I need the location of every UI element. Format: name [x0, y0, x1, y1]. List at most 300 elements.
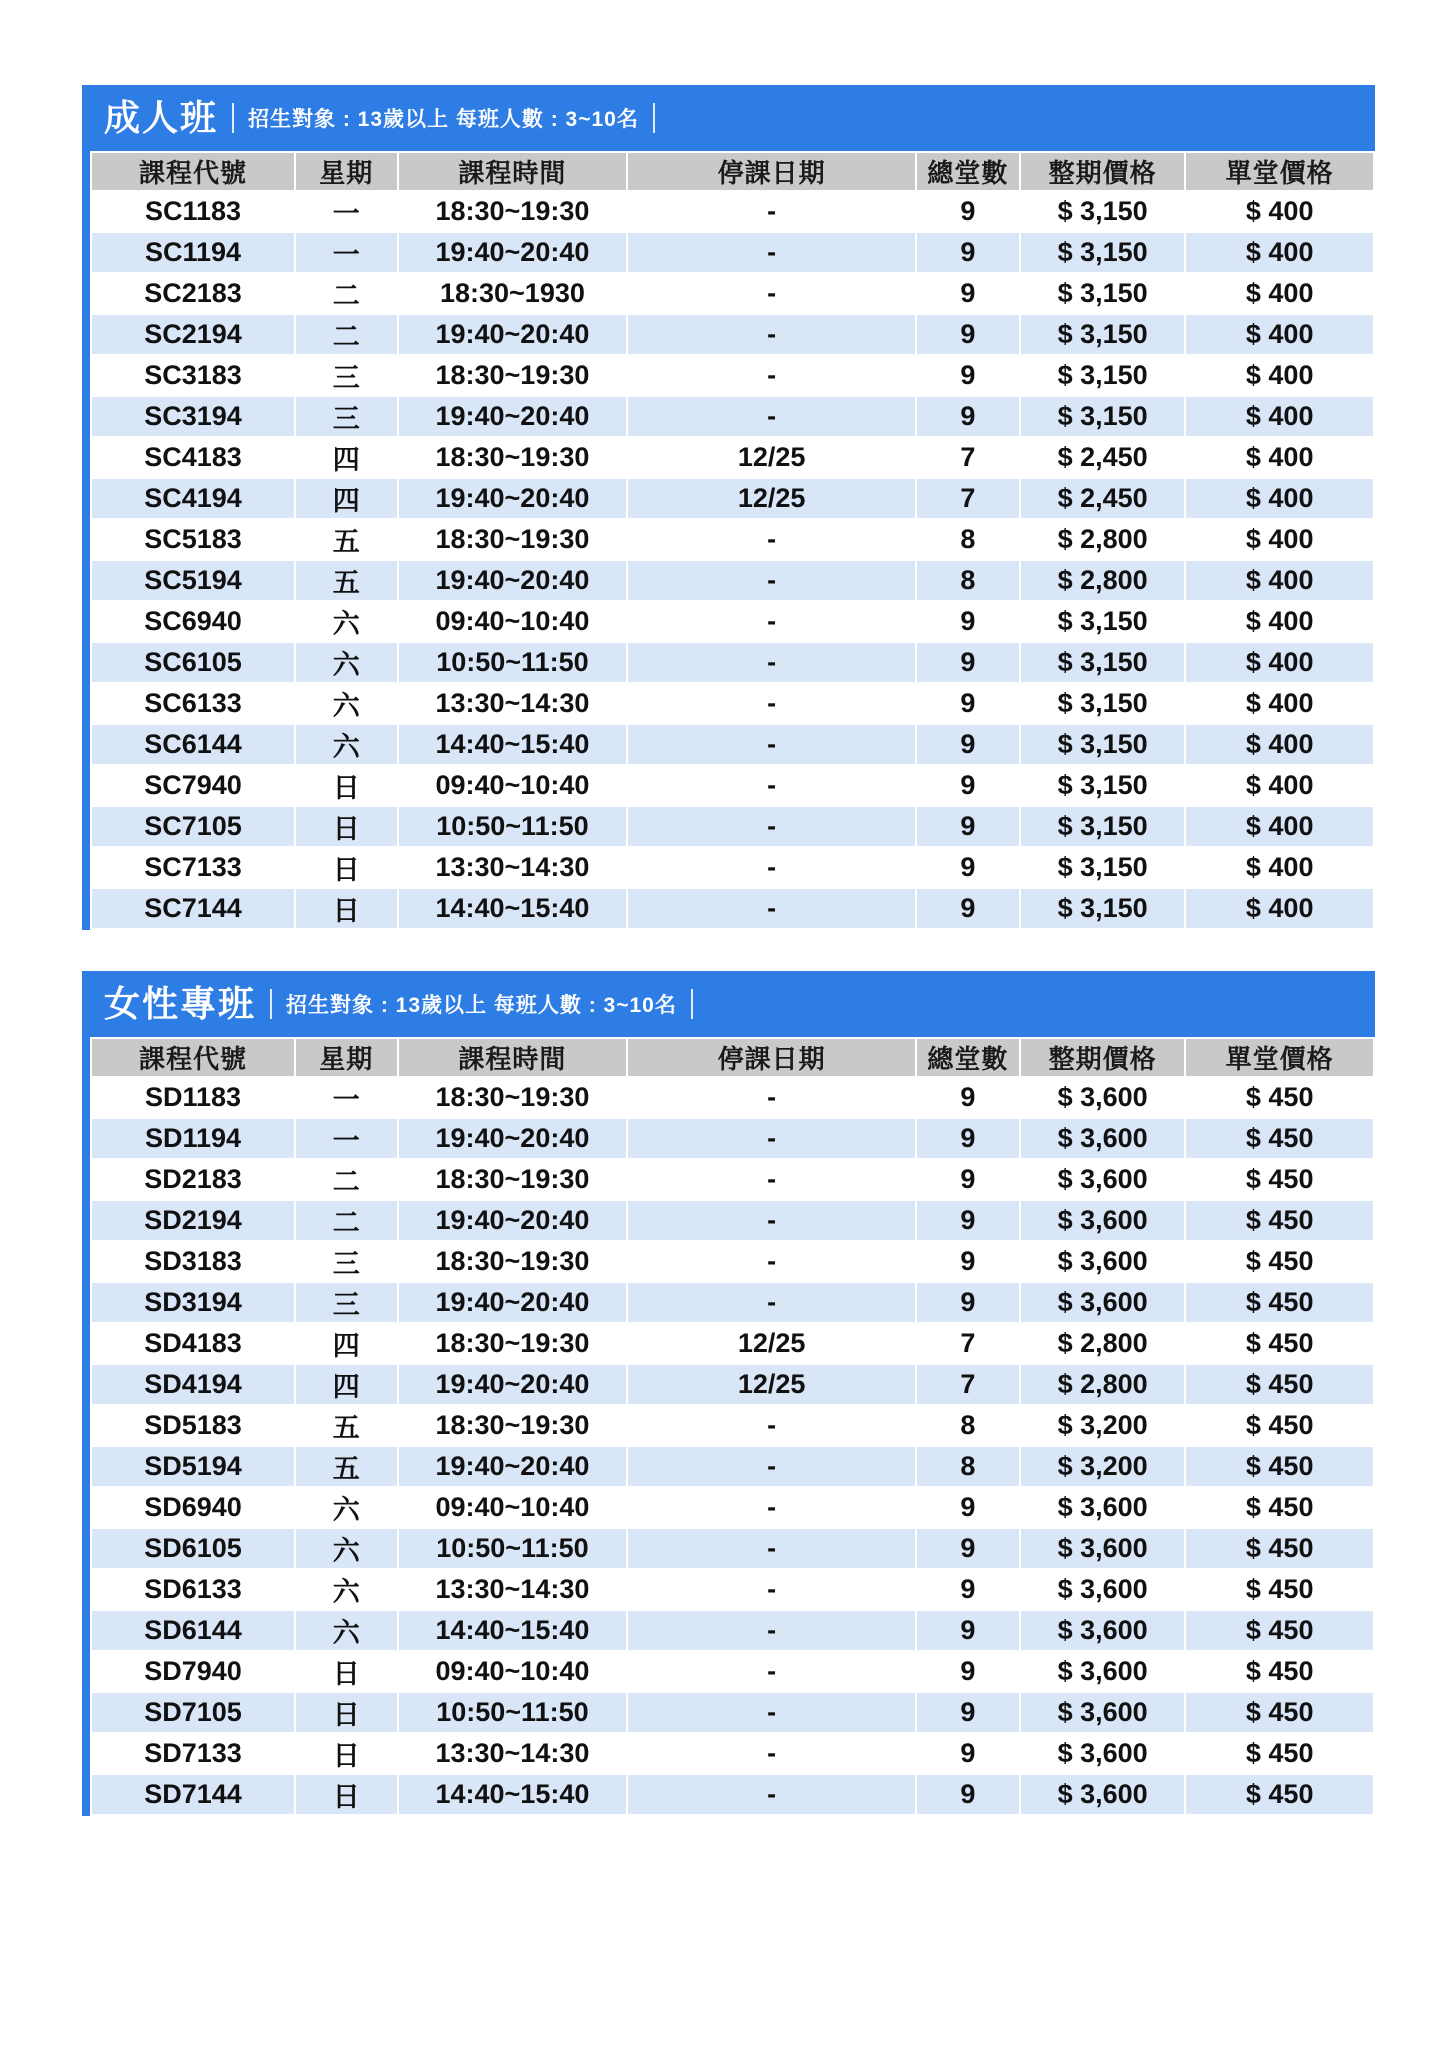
schedule-table-wrap [82, 1037, 1375, 1816]
table-cell: 9 [916, 1569, 1020, 1610]
table-cell: 9 [916, 1241, 1020, 1282]
table-cell: $ 450 [1185, 1610, 1374, 1651]
table-cell: $ 450 [1185, 1774, 1374, 1815]
table-row [91, 1569, 1374, 1610]
table-row [91, 519, 1374, 560]
table-cell: $ 400 [1185, 478, 1374, 519]
table-cell: $ 3,150 [1020, 355, 1186, 396]
table-cell: $ 400 [1185, 314, 1374, 355]
table-cell: SD1183 [91, 1077, 295, 1118]
table-cell: 日 [295, 1733, 398, 1774]
table-cell: $ 3,600 [1020, 1159, 1186, 1200]
table-cell: SC6133 [91, 683, 295, 724]
table-cell: 8 [916, 519, 1020, 560]
table-cell: $ 3,150 [1020, 191, 1186, 232]
table-cell: - [627, 1159, 916, 1200]
table-cell: 18:30~19:30 [398, 437, 628, 478]
table-cell: $ 3,600 [1020, 1282, 1186, 1323]
table-cell: $ 3,600 [1020, 1487, 1186, 1528]
table-cell: 9 [916, 1200, 1020, 1241]
table-cell: $ 450 [1185, 1200, 1374, 1241]
table-cell: 09:40~10:40 [398, 1651, 628, 1692]
table-cell: 9 [916, 1487, 1020, 1528]
column-header: 課程代號 [91, 152, 295, 191]
table-cell: 一 [295, 191, 398, 232]
column-header: 星期 [295, 152, 398, 191]
table-cell: $ 3,150 [1020, 847, 1186, 888]
table-cell: SC7133 [91, 847, 295, 888]
table-cell: 9 [916, 355, 1020, 396]
table-cell: 19:40~20:40 [398, 232, 628, 273]
table-cell: 二 [295, 1159, 398, 1200]
table-cell: $ 3,600 [1020, 1692, 1186, 1733]
table-cell: 13:30~14:30 [398, 1733, 628, 1774]
table-cell: 12/25 [627, 1323, 916, 1364]
table-cell: SD3194 [91, 1282, 295, 1323]
column-header: 總堂數 [916, 152, 1020, 191]
table-cell: SD3183 [91, 1241, 295, 1282]
table-cell: $ 400 [1185, 683, 1374, 724]
table-cell: $ 450 [1185, 1692, 1374, 1733]
table-cell: 9 [916, 765, 1020, 806]
table-cell: 7 [916, 1323, 1020, 1364]
table-cell: 六 [295, 724, 398, 765]
table-cell: 9 [916, 806, 1020, 847]
table-cell: - [627, 765, 916, 806]
table-cell: $ 3,600 [1020, 1569, 1186, 1610]
table-cell: $ 3,150 [1020, 765, 1186, 806]
table-cell: - [627, 1733, 916, 1774]
separator-bar [653, 103, 655, 133]
table-cell: 12/25 [627, 1364, 916, 1405]
table-row [91, 724, 1374, 765]
table-cell: $ 400 [1185, 232, 1374, 273]
table-cell: 18:30~19:30 [398, 1241, 628, 1282]
table-cell: 7 [916, 437, 1020, 478]
table-cell: $ 450 [1185, 1159, 1374, 1200]
table-cell: $ 3,600 [1020, 1774, 1186, 1815]
table-cell: $ 450 [1185, 1569, 1374, 1610]
table-row [91, 1159, 1374, 1200]
table-row [91, 1733, 1374, 1774]
table-cell: 四 [295, 437, 398, 478]
column-header: 課程時間 [398, 1038, 628, 1077]
table-cell: 五 [295, 1405, 398, 1446]
table-cell: - [627, 1569, 916, 1610]
table-cell: 9 [916, 683, 1020, 724]
table-row [91, 1241, 1374, 1282]
table-cell: 9 [916, 1159, 1020, 1200]
table-cell: 五 [295, 560, 398, 601]
table-cell: 一 [295, 1118, 398, 1159]
table-cell: SD7133 [91, 1733, 295, 1774]
table-cell: 二 [295, 1200, 398, 1241]
table-cell: - [627, 355, 916, 396]
table-cell: 日 [295, 806, 398, 847]
table-cell: 13:30~14:30 [398, 847, 628, 888]
table-cell: 9 [916, 642, 1020, 683]
table-cell: 一 [295, 1077, 398, 1118]
table-cell: $ 3,600 [1020, 1528, 1186, 1569]
table-cell: $ 400 [1185, 724, 1374, 765]
table-cell: - [627, 642, 916, 683]
table-cell: 三 [295, 355, 398, 396]
table-cell: 9 [916, 1077, 1020, 1118]
table-cell: $ 3,600 [1020, 1077, 1186, 1118]
table-cell: 09:40~10:40 [398, 1487, 628, 1528]
table-cell: 9 [916, 314, 1020, 355]
table-cell: 六 [295, 601, 398, 642]
table-cell: - [627, 1774, 916, 1815]
table-cell: 日 [295, 1774, 398, 1815]
column-header: 單堂價格 [1185, 152, 1374, 191]
table-cell: 13:30~14:30 [398, 1569, 628, 1610]
table-cell: 三 [295, 1241, 398, 1282]
table-cell: 9 [916, 1651, 1020, 1692]
table-row [91, 765, 1374, 806]
table-cell: $ 3,150 [1020, 683, 1186, 724]
table-cell: - [627, 847, 916, 888]
section-title-bar [82, 85, 1375, 151]
table-cell: $ 450 [1185, 1077, 1374, 1118]
table-row [91, 1200, 1374, 1241]
table-cell: - [627, 1200, 916, 1241]
table-row [91, 478, 1374, 519]
table-cell: $ 400 [1185, 888, 1374, 929]
table-cell: $ 3,150 [1020, 396, 1186, 437]
table-cell: $ 3,600 [1020, 1118, 1186, 1159]
separator-bar [691, 989, 693, 1019]
table-cell: SC1183 [91, 191, 295, 232]
table-cell: $ 450 [1185, 1487, 1374, 1528]
table-cell: 13:30~14:30 [398, 683, 628, 724]
table-cell: 六 [295, 683, 398, 724]
table-cell: $ 3,150 [1020, 232, 1186, 273]
table-cell: 四 [295, 1364, 398, 1405]
table-cell: $ 3,600 [1020, 1610, 1186, 1651]
table-row [91, 273, 1374, 314]
table-cell: SD7940 [91, 1651, 295, 1692]
table-cell: $ 2,450 [1020, 437, 1186, 478]
table-cell: 六 [295, 1610, 398, 1651]
table-cell: $ 450 [1185, 1323, 1374, 1364]
table-cell: SC5183 [91, 519, 295, 560]
table-row [91, 1446, 1374, 1487]
table-cell: 六 [295, 1528, 398, 1569]
table-cell: - [627, 1610, 916, 1651]
column-header: 課程時間 [398, 152, 628, 191]
table-cell: $ 400 [1185, 191, 1374, 232]
table-cell: 三 [295, 1282, 398, 1323]
table-cell: SD6133 [91, 1569, 295, 1610]
section-subtitle: 招生對象 : 13歲以上 每班人數 : 3~10名 [286, 994, 677, 1017]
table-row [91, 1323, 1374, 1364]
table-cell: 19:40~20:40 [398, 1200, 628, 1241]
table-cell: - [627, 1692, 916, 1733]
table-cell: SD7144 [91, 1774, 295, 1815]
table-cell: SD4194 [91, 1364, 295, 1405]
table-cell: $ 400 [1185, 765, 1374, 806]
table-cell: SD2194 [91, 1200, 295, 1241]
section-title: 女性專班 [104, 983, 257, 1024]
table-row [91, 437, 1374, 478]
table-cell: - [627, 1241, 916, 1282]
table-cell: 9 [916, 1610, 1020, 1651]
table-cell: 9 [916, 1118, 1020, 1159]
table-cell: 六 [295, 1487, 398, 1528]
adult-schedule-table [90, 151, 1375, 930]
table-cell: $ 400 [1185, 642, 1374, 683]
table-row [91, 601, 1374, 642]
column-header: 停課日期 [627, 1038, 916, 1077]
table-cell: 9 [916, 1282, 1020, 1323]
table-cell: 19:40~20:40 [398, 396, 628, 437]
table-cell: - [627, 724, 916, 765]
section-title-bar [82, 971, 1375, 1037]
table-cell: $ 450 [1185, 1282, 1374, 1323]
table-cell: 9 [916, 396, 1020, 437]
table-cell: 19:40~20:40 [398, 478, 628, 519]
table-cell: 9 [916, 1733, 1020, 1774]
table-cell: $ 2,800 [1020, 560, 1186, 601]
table-cell: 18:30~19:30 [398, 1323, 628, 1364]
table-cell: SC7105 [91, 806, 295, 847]
table-row [91, 1610, 1374, 1651]
table-cell: SD4183 [91, 1323, 295, 1364]
table-row [91, 888, 1374, 929]
table-row [91, 1405, 1374, 1446]
table-row [91, 1282, 1374, 1323]
table-row [91, 1774, 1374, 1815]
table-cell: SD6105 [91, 1528, 295, 1569]
table-cell: 9 [916, 191, 1020, 232]
table-cell: 9 [916, 273, 1020, 314]
section-women-class [82, 971, 1375, 1816]
table-cell: 18:30~19:30 [398, 1077, 628, 1118]
table-cell: $ 450 [1185, 1446, 1374, 1487]
table-row [91, 560, 1374, 601]
table-cell: $ 2,450 [1020, 478, 1186, 519]
table-cell: 9 [916, 601, 1020, 642]
table-cell: 19:40~20:40 [398, 1282, 628, 1323]
table-cell: 五 [295, 1446, 398, 1487]
table-cell: - [627, 314, 916, 355]
table-cell: $ 450 [1185, 1118, 1374, 1159]
table-cell: 14:40~15:40 [398, 1774, 628, 1815]
table-cell: 10:50~11:50 [398, 806, 628, 847]
table-cell: - [627, 1487, 916, 1528]
column-header: 單堂價格 [1185, 1038, 1374, 1077]
column-header: 整期價格 [1020, 152, 1186, 191]
table-cell: 日 [295, 847, 398, 888]
table-cell: $ 3,150 [1020, 806, 1186, 847]
table-cell: 二 [295, 314, 398, 355]
schedule-table-wrap [82, 151, 1375, 930]
table-cell: SC2194 [91, 314, 295, 355]
table-cell: 7 [916, 478, 1020, 519]
table-cell: $ 400 [1185, 273, 1374, 314]
table-cell: 19:40~20:40 [398, 1446, 628, 1487]
table-cell: - [627, 232, 916, 273]
table-cell: 14:40~15:40 [398, 888, 628, 929]
table-cell: - [627, 560, 916, 601]
table-row [91, 1651, 1374, 1692]
table-cell: SD7105 [91, 1692, 295, 1733]
table-cell: 09:40~10:40 [398, 601, 628, 642]
table-cell: - [627, 1405, 916, 1446]
table-cell: 10:50~11:50 [398, 1692, 628, 1733]
table-cell: 14:40~15:40 [398, 1610, 628, 1651]
table-cell: 19:40~20:40 [398, 1118, 628, 1159]
table-cell: 18:30~19:30 [398, 355, 628, 396]
table-cell: SD6144 [91, 1610, 295, 1651]
table-cell: $ 450 [1185, 1651, 1374, 1692]
table-cell: 19:40~20:40 [398, 1364, 628, 1405]
table-cell: 10:50~11:50 [398, 642, 628, 683]
table-row [91, 1692, 1374, 1733]
table-row [91, 847, 1374, 888]
column-header: 停課日期 [627, 152, 916, 191]
table-cell: SC4183 [91, 437, 295, 478]
table-row [91, 1364, 1374, 1405]
table-cell: $ 3,600 [1020, 1200, 1186, 1241]
table-cell: - [627, 1282, 916, 1323]
table-cell: $ 400 [1185, 355, 1374, 396]
table-cell: 9 [916, 1528, 1020, 1569]
table-cell: SD1194 [91, 1118, 295, 1159]
table-cell: - [627, 519, 916, 560]
table-cell: 18:30~1930 [398, 273, 628, 314]
table-cell: $ 400 [1185, 601, 1374, 642]
table-cell: 9 [916, 232, 1020, 273]
table-cell: 10:50~11:50 [398, 1528, 628, 1569]
section-title: 成人班 [104, 97, 219, 138]
table-cell: 12/25 [627, 478, 916, 519]
table-cell: SC6940 [91, 601, 295, 642]
table-cell: - [627, 1651, 916, 1692]
table-cell: 二 [295, 273, 398, 314]
table-cell: - [627, 1446, 916, 1487]
table-cell: 09:40~10:40 [398, 765, 628, 806]
table-cell: SC7940 [91, 765, 295, 806]
table-cell: 18:30~19:30 [398, 1159, 628, 1200]
table-cell: 日 [295, 1692, 398, 1733]
table-cell: $ 400 [1185, 519, 1374, 560]
table-cell: SC2183 [91, 273, 295, 314]
table-cell: - [627, 1528, 916, 1569]
table-cell: $ 400 [1185, 437, 1374, 478]
table-cell: SD5183 [91, 1405, 295, 1446]
table-cell: 日 [295, 765, 398, 806]
women-schedule-table [90, 1037, 1375, 1816]
table-cell: SC4194 [91, 478, 295, 519]
table-cell: 8 [916, 1446, 1020, 1487]
table-cell: $ 3,150 [1020, 314, 1186, 355]
table-cell: - [627, 888, 916, 929]
table-cell: 8 [916, 560, 1020, 601]
table-cell: - [627, 1118, 916, 1159]
table-cell: 18:30~19:30 [398, 519, 628, 560]
table-cell: 19:40~20:40 [398, 314, 628, 355]
table-cell: 四 [295, 1323, 398, 1364]
table-cell: $ 450 [1185, 1364, 1374, 1405]
column-header: 星期 [295, 1038, 398, 1077]
table-cell: 三 [295, 396, 398, 437]
table-cell: $ 450 [1185, 1733, 1374, 1774]
table-row [91, 191, 1374, 232]
table-cell: $ 400 [1185, 847, 1374, 888]
table-cell: - [627, 1077, 916, 1118]
table-cell: 五 [295, 519, 398, 560]
table-cell: $ 450 [1185, 1405, 1374, 1446]
table-cell: 一 [295, 232, 398, 273]
table-row [91, 232, 1374, 273]
table-row [91, 314, 1374, 355]
table-cell: 日 [295, 1651, 398, 1692]
table-cell: SD2183 [91, 1159, 295, 1200]
table-cell: 9 [916, 847, 1020, 888]
table-cell: 7 [916, 1364, 1020, 1405]
table-row [91, 642, 1374, 683]
table-cell: $ 3,200 [1020, 1405, 1186, 1446]
table-cell: $ 2,800 [1020, 1364, 1186, 1405]
column-header: 課程代號 [91, 1038, 295, 1077]
section-adult-class [82, 85, 1375, 930]
table-cell: $ 2,800 [1020, 519, 1186, 560]
table-cell: 六 [295, 642, 398, 683]
table-cell: 12/25 [627, 437, 916, 478]
table-cell: SC5194 [91, 560, 295, 601]
table-cell: $ 450 [1185, 1241, 1374, 1282]
table-cell: $ 3,600 [1020, 1651, 1186, 1692]
separator-bar [270, 989, 272, 1019]
table-cell: 14:40~15:40 [398, 724, 628, 765]
table-cell: SC3194 [91, 396, 295, 437]
table-cell: 六 [295, 1569, 398, 1610]
table-row [91, 396, 1374, 437]
table-cell: - [627, 273, 916, 314]
table-cell: 9 [916, 724, 1020, 765]
table-cell: $ 400 [1185, 806, 1374, 847]
table-cell: $ 400 [1185, 560, 1374, 601]
table-cell: SD6940 [91, 1487, 295, 1528]
table-cell: 9 [916, 1692, 1020, 1733]
table-cell: 18:30~19:30 [398, 1405, 628, 1446]
header-row [91, 152, 1374, 191]
table-cell: 19:40~20:40 [398, 560, 628, 601]
table-cell: SD5194 [91, 1446, 295, 1487]
table-cell: $ 3,150 [1020, 888, 1186, 929]
table-row [91, 355, 1374, 396]
table-cell: 9 [916, 1774, 1020, 1815]
table-row [91, 1077, 1374, 1118]
table-cell: $ 3,150 [1020, 724, 1186, 765]
table-row [91, 1487, 1374, 1528]
table-cell: - [627, 191, 916, 232]
table-row [91, 806, 1374, 847]
table-cell: 9 [916, 888, 1020, 929]
header-row [91, 1038, 1374, 1077]
table-cell: $ 3,150 [1020, 601, 1186, 642]
column-header: 總堂數 [916, 1038, 1020, 1077]
table-cell: SC6144 [91, 724, 295, 765]
column-header: 整期價格 [1020, 1038, 1186, 1077]
table-cell: - [627, 601, 916, 642]
table-cell: SC7144 [91, 888, 295, 929]
table-cell: $ 3,600 [1020, 1241, 1186, 1282]
table-cell: - [627, 806, 916, 847]
table-cell: $ 3,200 [1020, 1446, 1186, 1487]
